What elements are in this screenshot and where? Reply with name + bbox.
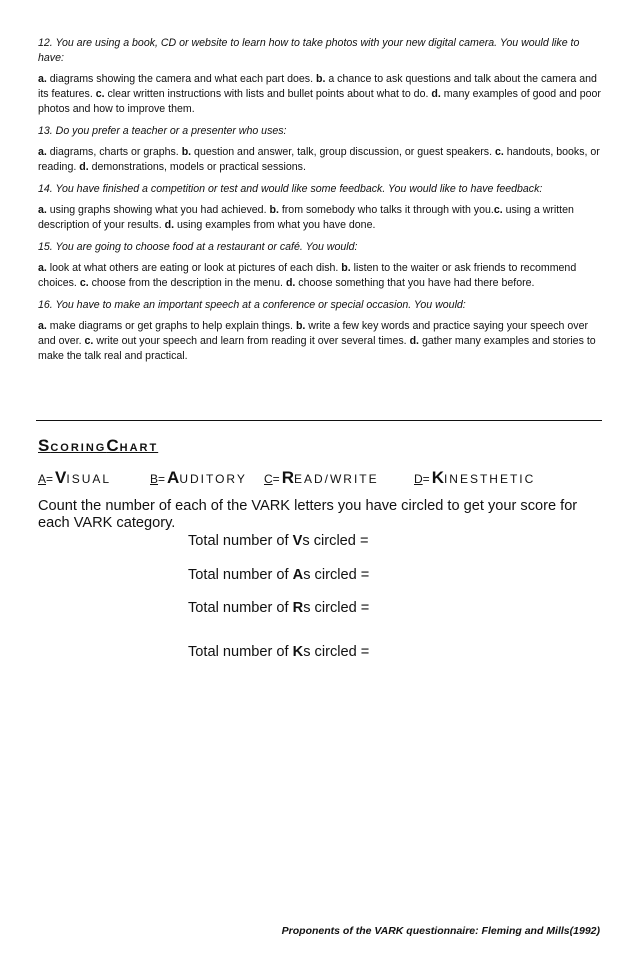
option-key: a. bbox=[38, 146, 47, 158]
total-prefix: Total number of bbox=[188, 644, 293, 660]
source-footer: Proponents of the VARK questionnaire: Fleming and Mills(1992) bbox=[281, 925, 600, 937]
total-letter: V bbox=[292, 533, 303, 549]
option-text: clear written instructions with lists and bullet points about what to do. bbox=[104, 88, 432, 100]
scoring-chart-heading bbox=[38, 436, 158, 456]
option-key: d. bbox=[409, 335, 419, 347]
option-key: c. bbox=[493, 204, 503, 216]
question-14-prompt: 14. You have finished a competition or test and would like some feedback. You would like to have feedback: bbox=[38, 183, 543, 195]
category-rest: ISUAL bbox=[66, 472, 112, 486]
option-key: d. bbox=[164, 219, 175, 231]
option-text: question and answer, talk, group discussion, or guest speakers. bbox=[191, 146, 495, 158]
category-eq: = bbox=[422, 472, 432, 486]
total-letter: R bbox=[292, 600, 304, 616]
category-initial: R bbox=[281, 468, 294, 487]
option-key: b. bbox=[341, 262, 351, 274]
option-key: c. bbox=[95, 88, 105, 100]
question-16-prompt: 16. You have to make an important speech at a conference or special occasion. You would: bbox=[38, 299, 466, 311]
option-key: a. bbox=[38, 320, 47, 332]
option-text: gather many examples and stories to make the talk real and practical. bbox=[38, 335, 596, 362]
option-key: c. bbox=[494, 146, 504, 158]
option-key: d. bbox=[285, 277, 296, 289]
category-kinesthetic bbox=[414, 468, 535, 488]
category-rest: INESTHETIC bbox=[443, 472, 536, 486]
question-15-options bbox=[38, 261, 602, 291]
option-text: using a written description of your results. bbox=[38, 204, 574, 231]
category-rest: EAD/WRITE bbox=[293, 472, 379, 486]
total-prefix: Total number of bbox=[188, 567, 293, 583]
option-text: write out your speech and learn from reading it over several times. bbox=[93, 335, 410, 347]
total-letter: A bbox=[292, 567, 304, 583]
category-key: C bbox=[264, 472, 273, 486]
scoring-instructions: Count the number of each of the VARK letters you have circled to get your score for each VARK category. bbox=[38, 498, 578, 531]
total-prefix: Total number of bbox=[188, 600, 293, 616]
question-13-prompt: 13. Do you prefer a teacher or a presenter who uses: bbox=[38, 125, 287, 137]
category-initial: K bbox=[431, 468, 444, 487]
heading-rest: CORING bbox=[50, 442, 107, 454]
category-eq: = bbox=[46, 472, 56, 486]
category-rest: UDITORY bbox=[179, 472, 247, 486]
option-text: many examples of good and poor photos and how to improve them. bbox=[38, 88, 601, 115]
option-text: using examples from what you have done. bbox=[174, 219, 376, 231]
option-text: write a few key words and practice saying your speech over and over. bbox=[38, 320, 588, 347]
total-kinesthetic bbox=[188, 644, 369, 660]
option-key: b. bbox=[315, 73, 326, 85]
option-key: b. bbox=[181, 146, 192, 158]
category-eq: = bbox=[158, 472, 168, 486]
option-text: demonstrations, models or practical sessions. bbox=[88, 161, 306, 173]
category-visual bbox=[38, 468, 111, 488]
question-15-prompt: 15. You are going to choose food at a restaurant or café. You would: bbox=[38, 241, 358, 253]
option-key: c. bbox=[84, 335, 94, 347]
option-key: d. bbox=[431, 88, 441, 100]
total-prefix: Total number of bbox=[188, 533, 293, 549]
category-eq: = bbox=[272, 472, 282, 486]
question-16-options bbox=[38, 319, 602, 364]
option-text: make diagrams or get graphs to help explain things. bbox=[46, 320, 296, 332]
option-key: b. bbox=[269, 204, 279, 216]
category-key: B bbox=[150, 472, 159, 486]
total-suffix: s circled = bbox=[303, 644, 370, 660]
option-text: a chance to ask questions and talk about the camera and its features. bbox=[38, 73, 597, 100]
question-13-options bbox=[38, 145, 602, 175]
option-text: handouts, books, or reading. bbox=[38, 146, 600, 173]
total-suffix: s circled = bbox=[302, 533, 369, 549]
category-key: D bbox=[414, 472, 423, 486]
option-key: a. bbox=[38, 204, 47, 216]
option-text: choose something that you have had there before. bbox=[295, 277, 535, 289]
category-read-write bbox=[264, 468, 379, 488]
option-text: listen to the waiter or ask friends to recommend choices. bbox=[38, 262, 577, 289]
total-suffix: s circled = bbox=[303, 600, 370, 616]
option-key: b. bbox=[295, 320, 306, 332]
section-divider bbox=[36, 420, 602, 421]
heading-initial: S bbox=[38, 436, 51, 455]
total-read-write bbox=[188, 600, 369, 616]
question-12-options bbox=[38, 72, 602, 117]
total-auditory bbox=[188, 567, 369, 583]
heading-rest: HART bbox=[119, 442, 159, 454]
option-key: a. bbox=[38, 262, 47, 274]
total-letter: K bbox=[292, 644, 304, 660]
option-text: diagrams showing the camera and what each part does. bbox=[46, 73, 316, 85]
total-suffix: s circled = bbox=[303, 567, 370, 583]
question-12-prompt: 12. You are using a book, CD or website to learn how to take photos with your new digital camera. You would like to have: bbox=[38, 37, 580, 64]
option-key: c. bbox=[79, 277, 89, 289]
category-key: A bbox=[38, 472, 47, 486]
questions-section bbox=[38, 36, 602, 371]
option-text: choose from the description in the menu. bbox=[88, 277, 286, 289]
option-text: using graphs showing what you had achieved. bbox=[46, 204, 270, 216]
total-visual bbox=[188, 533, 369, 549]
category-initial: V bbox=[55, 468, 67, 487]
option-text: from somebody who talks it through with you. bbox=[278, 204, 494, 216]
question-14-options bbox=[38, 203, 602, 233]
heading-initial: C bbox=[106, 436, 120, 455]
option-key: a. bbox=[38, 73, 47, 85]
option-text: look at what others are eating or look at pictures of each dish. bbox=[46, 262, 342, 274]
option-key: d. bbox=[79, 161, 89, 173]
category-auditory bbox=[150, 468, 247, 488]
category-initial: A bbox=[167, 468, 180, 487]
option-text: diagrams, charts or graphs. bbox=[46, 146, 182, 158]
